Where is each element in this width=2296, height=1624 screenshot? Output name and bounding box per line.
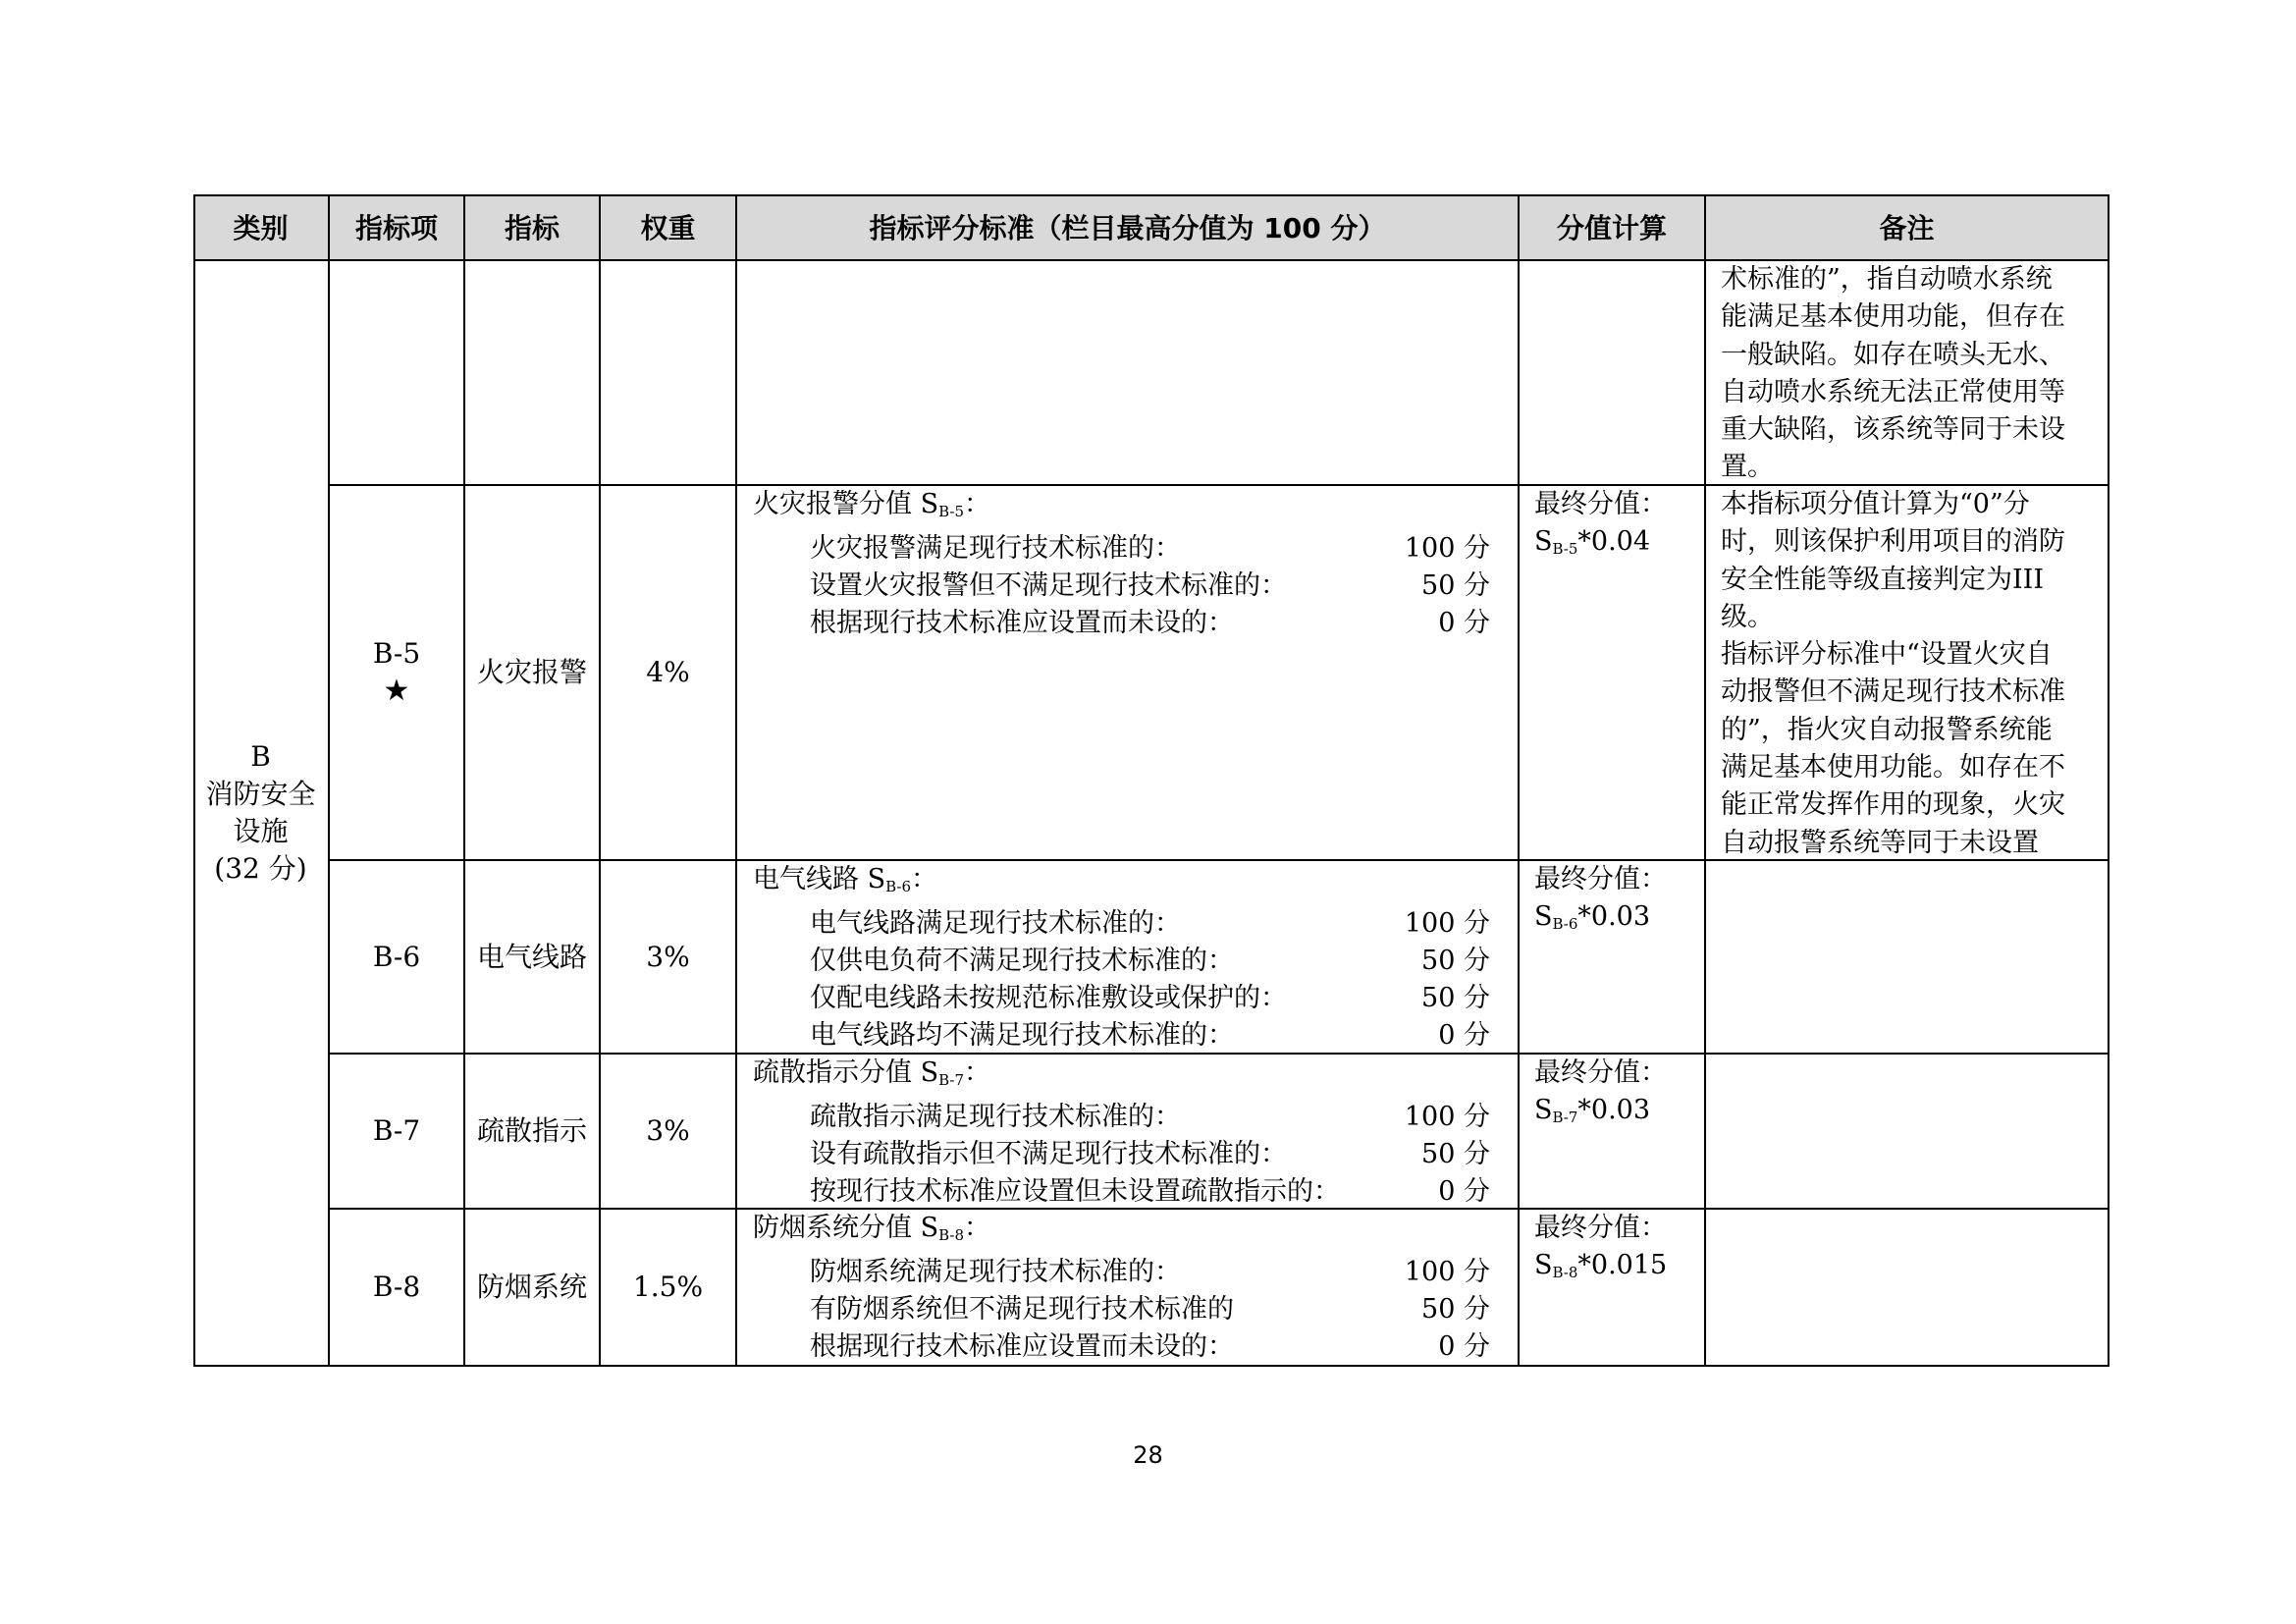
calc-formula (1534, 1247, 1696, 1291)
criteria-score: 50 分 (1421, 946, 1490, 976)
criteria-line (753, 530, 1490, 568)
row-b7-calc-cell (1520, 1055, 1706, 1210)
criteria-score: 50 分 (1421, 570, 1490, 601)
header-notes (1706, 194, 2109, 261)
criteria-text: 设有疏散指示但不满足现行技术标准的： (810, 1139, 1287, 1169)
row-b6-criteria-cell (737, 861, 1520, 1055)
row-code: B-7 (372, 1114, 421, 1147)
header-weight (601, 194, 737, 261)
row-b5-calc-cell (1520, 486, 1706, 861)
row-b6-notes-cell (1706, 861, 2109, 1055)
calc-s: S (1534, 526, 1553, 557)
continuation-note-line: 置。 (1721, 452, 1774, 483)
criteria-line (753, 980, 1490, 1017)
header-indicator-label: 指标 (504, 212, 560, 244)
row-name: 防烟系统 (476, 1271, 587, 1303)
calc-factor: *0.03 (1577, 1095, 1651, 1125)
criteria-line (753, 1328, 1490, 1366)
header-category-label: 类别 (233, 212, 289, 244)
row-weight: 4% (646, 656, 690, 688)
note-line: 的”，指火灾自动报警系统能 (1721, 714, 2053, 745)
header-weight-label: 权重 (640, 212, 696, 244)
row-b8-name-cell (465, 1210, 601, 1367)
criteria-score: 0 分 (1438, 1176, 1490, 1207)
row-code: B-6 (372, 940, 421, 973)
criteria-subscript: B-7 (938, 1071, 965, 1089)
continuation-note-line: 能满足基本使用功能，但存在 (1721, 301, 2065, 333)
criteria-score: 0 分 (1438, 608, 1490, 638)
calc-formula (1534, 523, 1696, 568)
row-name: 疏散指示 (476, 1114, 587, 1147)
criteria-text: 根据现行技术标准应设置而未设的： (810, 1331, 1234, 1362)
header-indicator-item (330, 194, 465, 261)
row-b8-notes-cell (1706, 1210, 2109, 1367)
calc-factor: *0.03 (1577, 901, 1651, 932)
calc-formula (1534, 1092, 1696, 1136)
note-line: 本指标项分值计算为“0”分 (1721, 489, 2030, 519)
continuation-weight-cell (601, 261, 737, 486)
calc-subscript: B-7 (1552, 1109, 1578, 1126)
continuation-name-cell (465, 261, 601, 486)
criteria-title: 火灾报警分值 $S_{B-5}$： (753, 489, 991, 520)
row-b6-weight-cell (601, 861, 737, 1055)
criteria-title-text: 火灾报警分值 S (753, 489, 939, 519)
calc-subscript: B-6 (1552, 915, 1578, 933)
row-b5-notes-cell (1706, 486, 2109, 861)
criteria-line (753, 1099, 1490, 1136)
row-b6-code-cell (330, 861, 465, 1055)
criteria-line (753, 605, 1490, 642)
row-code: B-5 (372, 637, 421, 670)
row-name: 火灾报警 (476, 656, 587, 688)
row-b6-calc-cell (1520, 861, 1706, 1055)
category-name-line2: 设施 (233, 815, 289, 847)
criteria-line (753, 1291, 1490, 1328)
criteria-line (753, 943, 1490, 980)
criteria-line (753, 1136, 1490, 1173)
continuation-calc-cell (1520, 261, 1706, 486)
note-line: 安全性能等级直接判定为III (1721, 564, 2044, 595)
criteria-line (753, 568, 1490, 605)
calc-subscript: B-8 (1552, 1264, 1578, 1281)
row-b8-calc-cell (1520, 1210, 1706, 1367)
header-indicator (465, 194, 601, 261)
criteria-title-text: 防烟系统分值 S (753, 1213, 939, 1243)
header-category (193, 194, 330, 261)
criteria-text: 仅供电负荷不满足现行技术标准的： (810, 946, 1234, 976)
criteria-subscript: B-6 (885, 878, 912, 895)
row-name: 电气线路 (476, 940, 587, 973)
row-weight: 3% (646, 1114, 690, 1147)
criteria-score: 100 分 (1404, 1102, 1490, 1132)
continuation-note-line: 自动喷水系统无法正常使用等 (1721, 376, 2065, 407)
row-b7-name-cell (465, 1055, 601, 1210)
criteria-line (753, 905, 1490, 943)
row-b6-name-cell (465, 861, 601, 1055)
header-notes-label: 备注 (1879, 212, 1935, 244)
calc-label: 最终分值： (1534, 1213, 1667, 1243)
row-b5-weight-cell (601, 486, 737, 861)
continuation-criteria-cell (737, 261, 1520, 486)
criteria-score: 100 分 (1404, 1257, 1490, 1287)
calc-factor: *0.04 (1577, 526, 1651, 557)
row-weight: 3% (646, 940, 690, 973)
calc-label: 最终分值： (1534, 864, 1667, 894)
note-line: 时，则该保护利用项目的消防 (1721, 526, 2065, 558)
note-line: 指标评分标准中“设置火灾自 (1721, 639, 2053, 671)
row-code: B-8 (372, 1271, 421, 1303)
star-icon: ★ (383, 674, 410, 708)
continuation-notes-cell (1706, 261, 2109, 486)
row-b5-name-cell (465, 486, 601, 861)
criteria-score: 0 分 (1438, 1331, 1490, 1362)
calc-s: S (1534, 1095, 1553, 1125)
category-name-line1: 消防安全 (205, 778, 316, 810)
note-line: 动报警但不满足现行技术标准 (1721, 677, 2065, 708)
row-b8-weight-cell (601, 1210, 737, 1367)
row-b7-notes-cell (1706, 1055, 2109, 1210)
row-b5-criteria-cell (737, 486, 1520, 861)
calc-label: 最终分值： (1534, 1057, 1667, 1088)
criteria-subscript: B-8 (938, 1226, 965, 1244)
header-criteria (737, 194, 1520, 261)
row-b7-code-cell (330, 1055, 465, 1210)
criteria-score: 50 分 (1421, 1139, 1490, 1169)
category-code: B (250, 740, 271, 773)
row-weight: 1.5% (632, 1271, 704, 1303)
header-calc (1520, 194, 1706, 261)
criteria-score: 100 分 (1404, 533, 1490, 564)
note-line: 自动报警系统等同于未设置 (1721, 827, 2039, 858)
criteria-text: 疏散指示满足现行技术标准的： (810, 1102, 1181, 1132)
calc-s: S (1534, 1250, 1553, 1280)
calc-subscript: B-5 (1552, 540, 1578, 558)
criteria-line (753, 1254, 1490, 1291)
criteria-text: 根据现行技术标准应设置而未设的： (810, 608, 1234, 638)
calc-label: 最终分值： (1534, 489, 1667, 519)
note-line: 能正常发挥作用的现象，火灾 (1721, 789, 2065, 821)
criteria-text: 电气线路均不满足现行技术标准的： (810, 1020, 1234, 1051)
criteria-text: 有防烟系统但不满足现行技术标准的 (810, 1294, 1234, 1325)
calc-factor: *0.015 (1577, 1250, 1668, 1280)
calc-formula (1534, 898, 1696, 943)
header-indicator-item-label: 指标项 (354, 212, 438, 244)
criteria-text: 防烟系统满足现行技术标准的： (810, 1257, 1181, 1287)
row-b7-criteria-cell (737, 1055, 1520, 1210)
criteria-title: 防烟系统分值 $S_{B-8}$： (753, 1213, 991, 1244)
continuation-note-line: 一般缺陷。如存在喷头无水、 (1721, 339, 2065, 370)
header-calc-label: 分值计算 (1556, 212, 1667, 244)
note-line: 级。 (1721, 601, 1774, 632)
criteria-subscript: B-5 (938, 503, 965, 520)
criteria-line (753, 1017, 1490, 1055)
note-line: 满足基本使用功能。如存在不 (1721, 752, 2065, 784)
page-number: 28 (1133, 1441, 1163, 1469)
scoring-table (193, 194, 2109, 1367)
continuation-note-line: 重大缺陷，该系统等同于未设 (1721, 414, 2065, 446)
category-score: (32 分) (214, 852, 307, 885)
criteria-text: 按现行技术标准应设置但未设置疏散指示的： (810, 1176, 1340, 1207)
category-cell (193, 261, 330, 1367)
continuation-code-cell (330, 261, 465, 486)
criteria-score: 50 分 (1421, 983, 1490, 1013)
criteria-title-text: 疏散指示分值 S (753, 1057, 939, 1088)
continuation-note-line: 术标准的”，指自动喷水系统 (1721, 264, 2053, 295)
criteria-title-text: 电气线路 S (753, 864, 886, 894)
criteria-text: 电气线路满足现行技术标准的： (810, 908, 1181, 939)
criteria-score: 0 分 (1438, 1020, 1490, 1051)
header-criteria-label: 指标评分标准（栏目最高分值为 100 分） (869, 212, 1386, 244)
row-b7-weight-cell (601, 1055, 737, 1210)
row-b8-code-cell (330, 1210, 465, 1367)
criteria-score: 50 分 (1421, 1294, 1490, 1325)
criteria-title: 电气线路 $S_{B-6}$： (753, 864, 938, 895)
criteria-text: 火灾报警满足现行技术标准的： (810, 533, 1181, 564)
row-b8-criteria-cell (737, 1210, 1520, 1367)
criteria-score: 100 分 (1404, 908, 1490, 939)
calc-s: S (1534, 901, 1553, 932)
criteria-text: 设置火灾报警但不满足现行技术标准的： (810, 570, 1287, 601)
criteria-title: 疏散指示分值 $S_{B-7}$： (753, 1057, 991, 1089)
criteria-line (753, 1173, 1490, 1211)
row-b5-code-cell (330, 486, 465, 861)
criteria-text: 仅配电线路未按规范标准敷设或保护的： (810, 983, 1287, 1013)
